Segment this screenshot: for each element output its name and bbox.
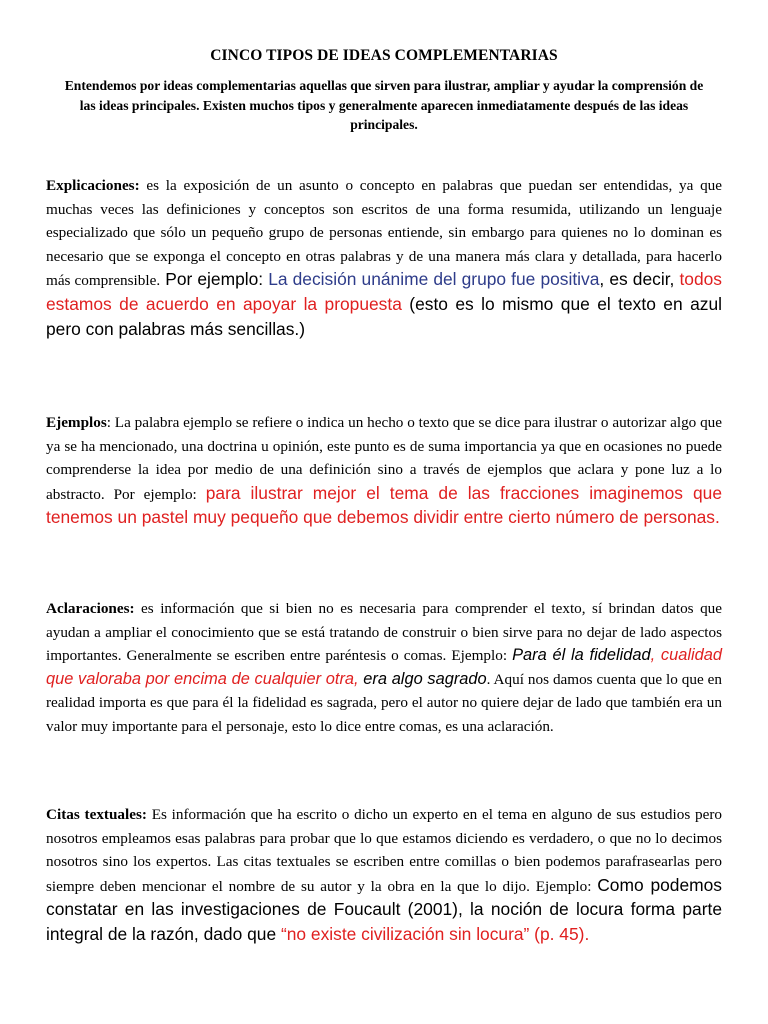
term-citas: Citas textuales: <box>46 806 147 823</box>
explicaciones-example-red: todos estamos de acuerdo en apoyar la propuesta <box>46 269 722 314</box>
aclaraciones-example-b: era algo sagrado <box>358 669 487 688</box>
term-aclaraciones: Aclaraciones: <box>46 600 135 617</box>
explicaciones-body: es la exposición de un asunto o concepto en palabras que puedan ser entendidas, ya que muchas veces las definiciones y conceptos son escritos de una forma resumida, utilizando un lenguaje especializado que sólo un pequeño grupo de personas entiende, sin embargo para quienes no lo dominan es necesario que se exponga el concepto en otras palabras y de una manera más clara y detallada, para hacerlo más comprensible. <box>46 177 722 290</box>
ejemplos-example-red: para ilustrar mejor el tema de las fracciones imaginemos que tenemos un pastel muy pequeño que debemos dividir entre cierto número de personas. <box>46 482 722 528</box>
explicaciones-example-label: Por ejemplo: <box>160 269 269 290</box>
explicaciones-tail: (esto es lo mismo que el texto en azul pero con palabras más sencillas.) <box>46 293 722 339</box>
aclaraciones-example-red: , cualidad que valoraba por encima de cualquier otra, <box>46 646 722 688</box>
explicaciones-example-blue: La decisión unánime del grupo fue positiva <box>268 269 600 290</box>
aclaraciones-body: es información que si bien no es necesaria para comprender el texto, sí brindan datos que ayudan a ampliar el conocimiento que se está tratando de construir o bien sirve para no dejar de lado aspectos importantes. Generalmente se escriben entre paréntesis o comas. Ejemplo: <box>46 600 722 665</box>
explicaciones-connector: , es decir, <box>599 269 680 290</box>
document-page <box>46 0 723 944</box>
citas-example-red: “no existe civilización sin locura” (p. 45). <box>280 923 590 944</box>
section-aclaraciones <box>46 597 722 739</box>
citas-example: Como podemos constatar en las investigaciones de Foucault (2001), la noción de locura forma parte integral de la razón, dado que <box>46 874 723 944</box>
section-ejemplos <box>46 411 722 531</box>
aclaraciones-example-a: Para él la fidelidad <box>512 646 651 665</box>
section-citas <box>46 803 722 948</box>
document-title: CINCO TIPOS DE IDEAS COMPLEMENTARIAS <box>210 47 558 64</box>
ejemplos-body: : La palabra ejemplo se refiere o indica un hecho o texto que se dice para ilustrar o autorizar algo que ya se ha mencionado, una doctrina u opinión, este punto es de suma importancia ya que en ocasiones no puede comprenderse la idea por medio de una definición sino a través de ejemplos que aclara y pone luz a lo abstracto. Por ejemplo: <box>46 414 722 503</box>
citas-body: Es información que ha escrito o dicho un experto en el tema en alguno de sus estudios pero nosotros empleamos esas palabras para probar que lo que estamos diciendo es verdadero, o que no lo decimos nosotros sino los expertos. Las citas textuales se escriben entre comillas o bien podemos parafrasearlas pero siempre deben mencionar el nombre de su autor y la obra en la que lo dijo. Ejemplo: <box>46 806 722 895</box>
term-explicaciones: Explicaciones: <box>46 177 140 194</box>
intro-paragraph: Entendemos por ideas complementarias aquellas que sirven para ilustrar, ampliar y ayudar la comprensión de las ideas principales. Existen muchos tipos y generalmente aparecen inmediatamente después de las ideas principales. <box>64 78 704 132</box>
aclaraciones-tail: . Aquí nos damos cuenta que lo que en realidad importa es que para él la fidelidad es sagrada, pero el autor no quiere dejar de lado que también era un valor muy importante para el personaje, esto lo dice entre comas, es una aclaración. <box>46 670 723 735</box>
section-explicaciones <box>46 174 722 342</box>
term-ejemplos: Ejemplos <box>46 414 107 431</box>
